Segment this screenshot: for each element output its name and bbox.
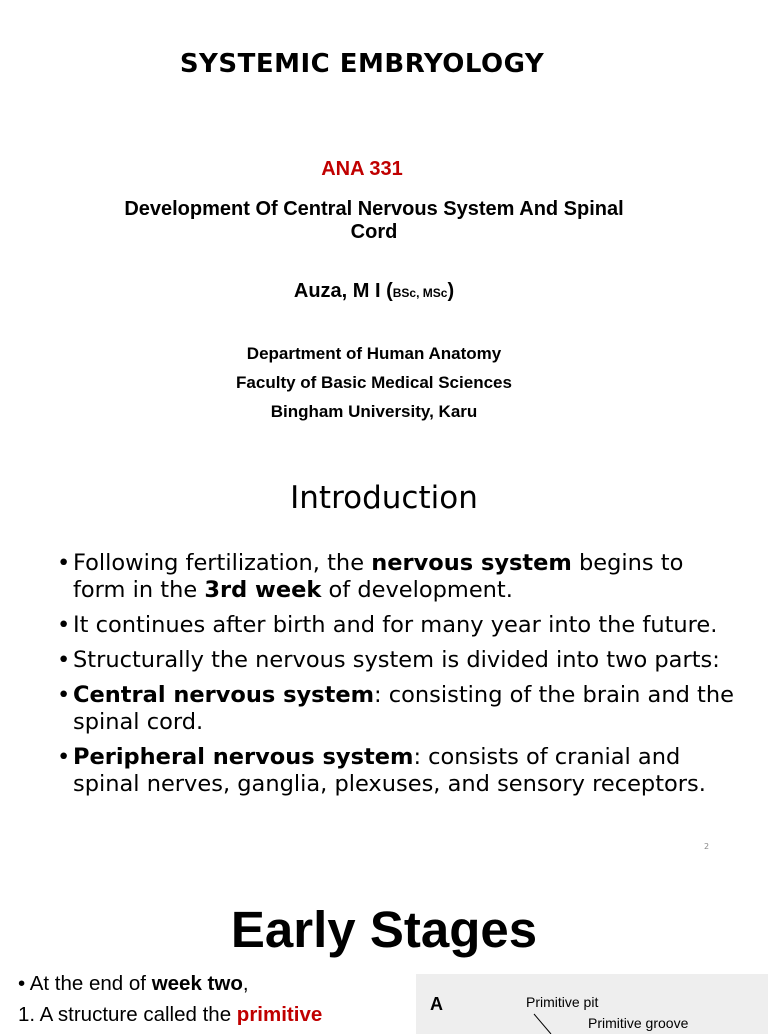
bullet-item: • Central nervous system: consisting of the brain and the spinal cord.: [57, 682, 734, 735]
figure-panel-letter: A: [430, 994, 443, 1014]
author-degrees: BSc, MSc: [392, 286, 448, 300]
bullet-item: • Peripheral nervous system: consists of cranial and spinal nerves, ganglia, plexuses, and sensory receptors.: [57, 744, 706, 797]
figure-label-primitive-pit: Primitive pit: [526, 994, 599, 1010]
affiliation-department: Department of Human Anatomy: [246, 344, 502, 363]
course-code: ANA 331: [321, 158, 403, 180]
bullet-icon: •: [57, 744, 71, 770]
bullet-icon: •: [57, 647, 71, 673]
embryo-figure: [416, 974, 768, 1034]
early-stages-title: Early Stages: [230, 901, 538, 958]
bullet-item: • Following fertilization, the nervous system begins to form in the 3rd week of development.: [57, 550, 684, 603]
week-two-line: • At the end of week two,: [18, 972, 249, 995]
affiliation-faculty: Faculty of Basic Medical Sciences: [236, 373, 512, 392]
bullet-item: • Structurally the nervous system is divided into two parts:: [57, 647, 720, 673]
bullet-item: • It continues after birth and for many year into the future.: [57, 612, 718, 638]
bullet-icon: •: [57, 612, 71, 638]
bullet-icon: •: [57, 550, 71, 576]
bullet-icon: •: [57, 682, 71, 708]
introduction-title: Introduction: [290, 480, 478, 516]
author-line: [0, 280, 748, 303]
affiliation-university: Bingham University, Karu: [270, 402, 478, 421]
introduction-bullets: [57, 550, 737, 806]
lecture-subtitle: Development Of Central Nervous System And Spinal Cord: [124, 198, 624, 243]
affiliation: [0, 339, 748, 426]
title-slide: [0, 0, 768, 440]
page-number: 2: [704, 842, 710, 851]
figure-label-primitive-groove: Primitive groove: [588, 1015, 689, 1031]
primitive-line: 1. A structure called the primitive: [18, 1003, 323, 1026]
author-close: ): [447, 280, 455, 302]
slide-title: SYSTEMIC EMBRYOLOGY: [179, 49, 545, 79]
author-name: Auza, M I (: [293, 280, 393, 302]
